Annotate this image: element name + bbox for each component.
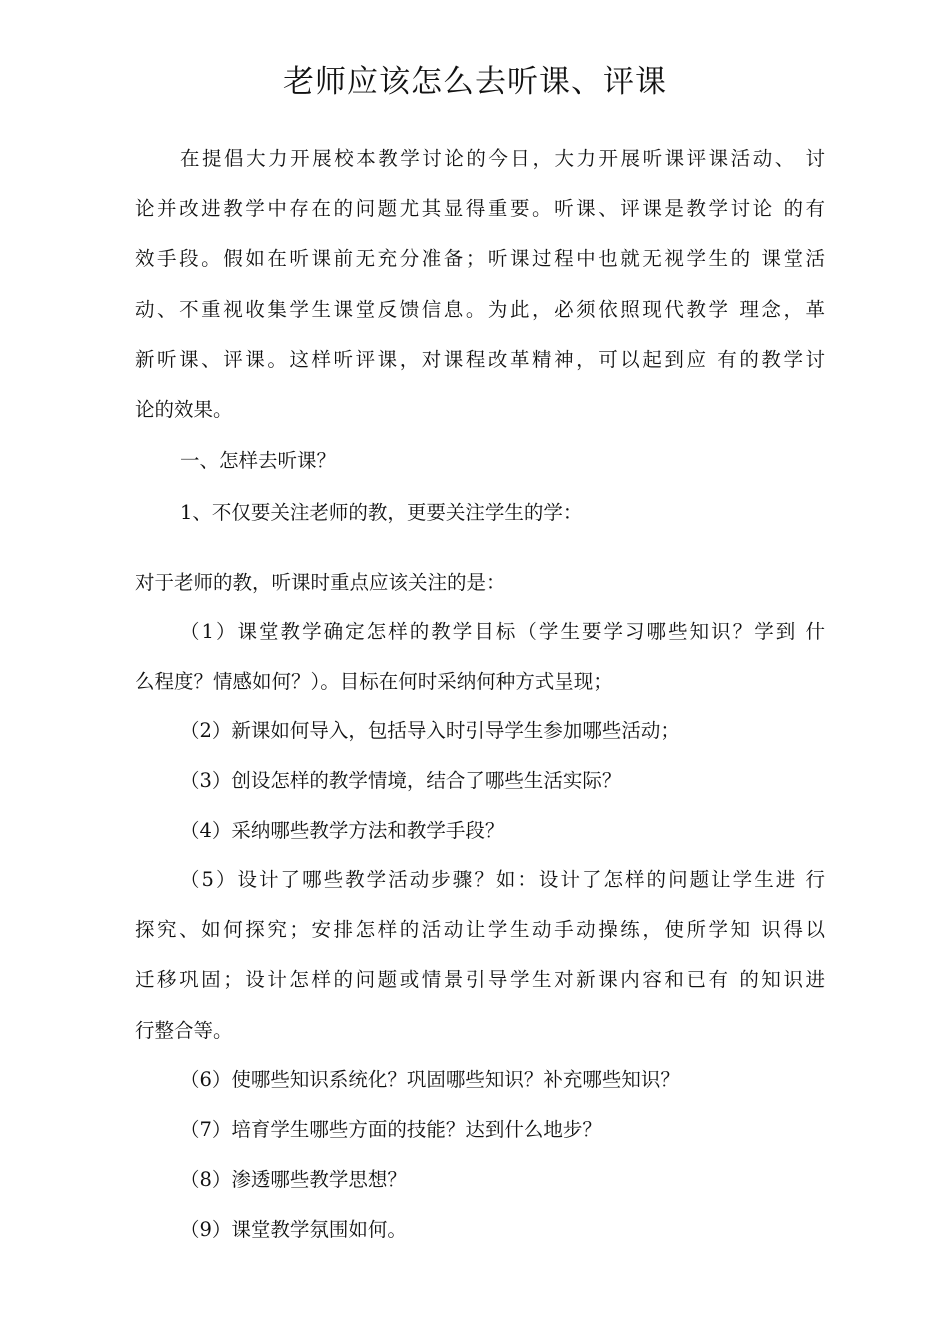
list-item-4: （4）采纳哪些教学方法和教学手段？ [180, 819, 505, 842]
list-item-9: （9）课堂教学氛围如何。 [180, 1218, 407, 1241]
subsection-heading: 1、不仅要关注老师的教，更要关注学生的学： [180, 501, 583, 524]
paragraph-line: 在提倡大力开展校本教学讨论的今日，大力开展听课评课活动、 讨 [180, 147, 825, 170]
section-heading: 一、怎样去听课？ [180, 449, 337, 472]
paragraph-line: 么程度？情感如何？）。目标在何时采纳何种方式呈现； [135, 670, 613, 694]
list-item-8: （8）渗透哪些教学思想？ [180, 1168, 407, 1191]
list-item-2: （2）新课如何导入，包括导入时引导学生参加哪些活动； [180, 719, 680, 742]
list-item-3: （3）创设怎样的教学情境，结合了哪些生活实际？ [180, 769, 622, 792]
list-item-5 [135, 855, 825, 1056]
paragraph-line: 论的效果。 [135, 398, 233, 422]
document-title: 老师应该怎么去听课、评课 [283, 64, 667, 100]
focus-intro: 对于老师的教，听课时重点应该关注的是： [135, 571, 506, 594]
paragraph-line: （5）设计了哪些教学活动步骤？如：设计了怎样的问题让学生进 行 [180, 868, 825, 891]
list-item-7: （7）培育学生哪些方面的技能？达到什么地步？ [180, 1118, 602, 1141]
paragraph-line: 效手段。假如在听课前无充分准备；听课过程中也就无视学生的 课堂活 [135, 247, 825, 271]
intro-paragraph [135, 134, 825, 435]
paragraph-line: 新听课、评课。这样听评课，对课程改革精神，可以起到应 有的教学讨 [135, 347, 825, 371]
list-item-1 [135, 607, 825, 707]
paragraph-line: 行整合等。 [135, 1018, 233, 1042]
list-item-6: （6）使哪些知识系统化？巩固哪些知识？补充哪些知识？ [180, 1068, 680, 1091]
paragraph-line: 动、不重视收集学生课堂反馈信息。为此，必须依照现代教学 理念，革 [135, 297, 825, 321]
paragraph-line: （1）课堂教学确定怎样的教学目标（学生要学习哪些知识？学到 什 [180, 620, 825, 643]
paragraph-line: 探究、如何探究；安排怎样的活动让学生动手动操练，使所学知 识得以 [135, 918, 825, 942]
paragraph-line: 论并改进教学中存在的问题尤其显得重要。听课、评课是教学讨论 的有 [135, 197, 825, 221]
paragraph-line: 迁移巩固；设计怎样的问题或情景引导学生对新课内容和已有 的知识进 [135, 968, 825, 992]
